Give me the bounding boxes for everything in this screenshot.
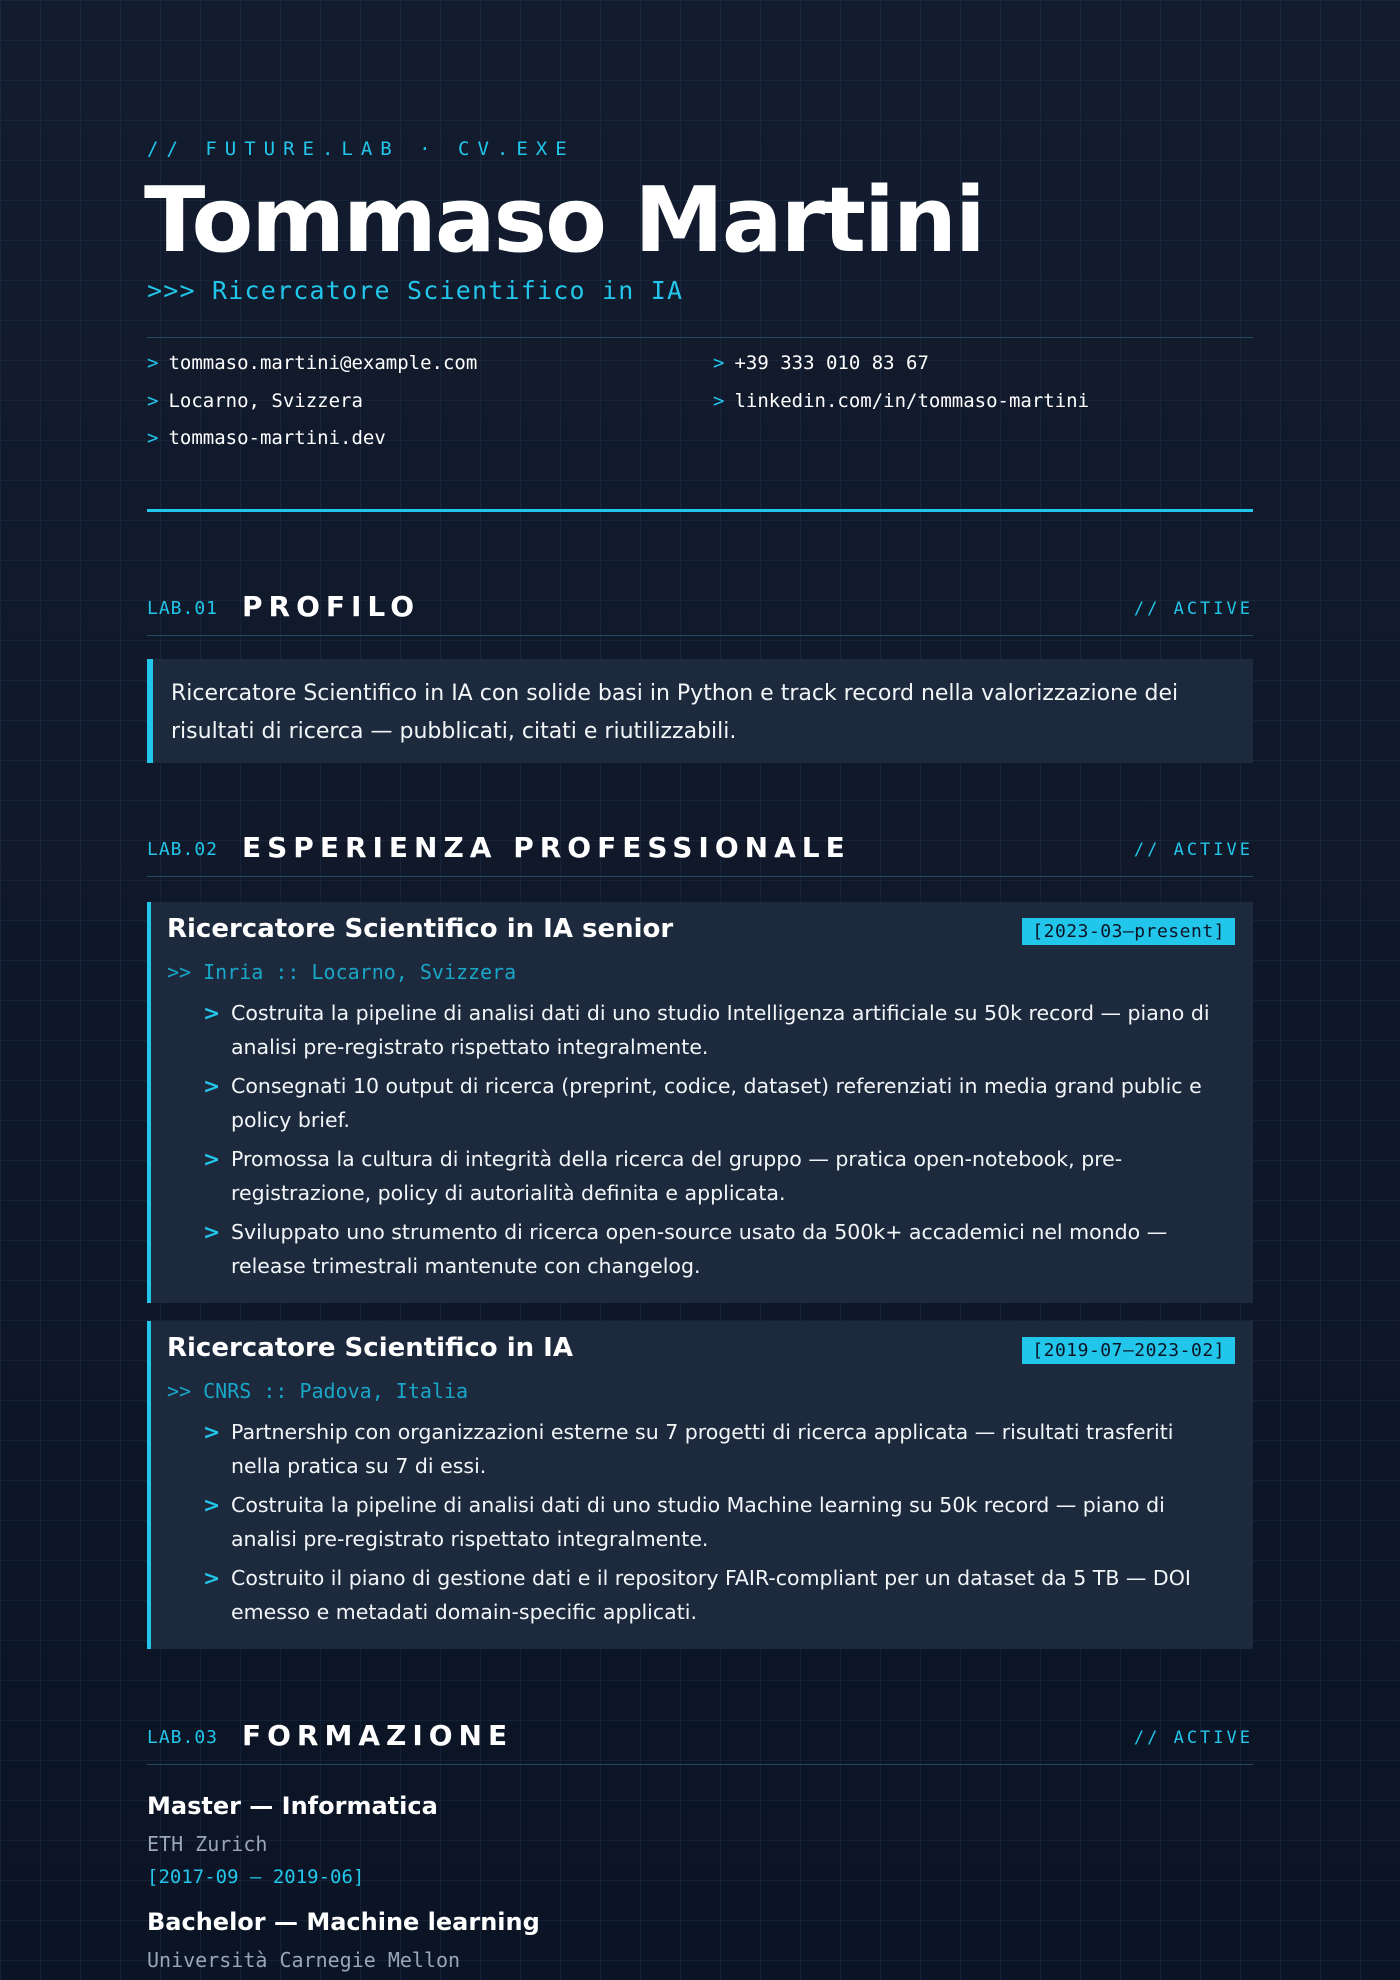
contact-location [147, 390, 363, 412]
job-bullets [203, 996, 1225, 1288]
linkedin-text: linkedin.com/in/tommaso-martini [734, 390, 1090, 412]
chevron-right-icon: > [203, 1493, 221, 1517]
section-status: // ACTIVE [1133, 840, 1253, 860]
section-title: PROFILO [242, 590, 421, 623]
bullet-text: Promossa la cultura di integrità della ricerca del gruppo — pratica open-notebook, pre-registrazione, policy di autorialità definita e applicata. [231, 1147, 1123, 1205]
email-text: tommaso.martini@example.com [168, 352, 478, 374]
section-code: LAB.01 [147, 598, 219, 619]
list-item [203, 1415, 1225, 1483]
chevron-right-icon: > [203, 1566, 221, 1590]
list-item [203, 996, 1225, 1064]
chevron-right-icon: > [203, 1074, 221, 1098]
chevron-right-icon: > [147, 427, 159, 449]
contact-email[interactable] [147, 352, 477, 374]
bullet-text: Costruita la pipeline di analisi dati di uno studio Intelligenza artificiale su 50k record — piano di analisi pre-registrato rispettato integralmente. [231, 1001, 1210, 1059]
education-school: Università Carnegie Mellon [147, 1948, 461, 1972]
chevron-right-icon: > [203, 1147, 221, 1171]
section-code: LAB.03 [147, 1727, 219, 1748]
education-degree: Master — Informatica [147, 1792, 438, 1820]
job-organization: >> Inria :: Locarno, Svizzera [167, 960, 517, 984]
job-bullets [203, 1415, 1225, 1634]
location-text: Locarno, Svizzera [168, 390, 363, 412]
person-name: Tommaso Martini [144, 168, 984, 273]
list-item [203, 1488, 1225, 1556]
education-degree: Bachelor — Machine learning [147, 1908, 540, 1936]
education-school: ETH Zurich [147, 1832, 268, 1856]
contact-linkedin[interactable] [713, 390, 1089, 412]
chevron-right-icon: > [147, 352, 159, 374]
chevron-right-icon: > [203, 1001, 221, 1025]
chevron-right-icon: > [203, 1220, 221, 1244]
bullet-text: Sviluppato uno strumento di ricerca open-source usato da 500k+ accademici nel mondo — release trimestrali mantenute con changelog. [231, 1220, 1168, 1278]
chevron-right-icon: > [147, 390, 159, 412]
bullet-text: Partnership con organizzazioni esterne su 7 progetti di ricerca applicata — risultati trasferiti nella pratica su 7 di essi. [231, 1420, 1174, 1478]
contact-phone[interactable] [713, 352, 929, 374]
section-divider [147, 1764, 1253, 1765]
role-title: >>> Ricercatore Scientifico in IA [147, 276, 684, 305]
bullet-text: Costruito il piano di gestione dati e il repository FAIR-compliant per un dataset da 5 TB — DOI emesso e metadati domain-specific applicati. [231, 1566, 1191, 1624]
contact-website[interactable] [147, 427, 386, 449]
section-header-profile [147, 590, 1253, 636]
website-text: tommaso-martini.dev [168, 427, 386, 449]
phone-text: +39 333 010 83 67 [734, 352, 929, 374]
section-title: ESPERIENZA PROFESSIONALE [242, 831, 851, 864]
job-entry [147, 1321, 1253, 1649]
chevron-right-icon: > [713, 352, 725, 374]
section-title: FORMAZIONE [242, 1719, 514, 1752]
section-divider [147, 876, 1253, 877]
section-header-experience [147, 831, 1253, 877]
job-organization: >> CNRS :: Padova, Italia [167, 1379, 469, 1403]
bullet-text: Consegnati 10 output di ricerca (preprint, codice, dataset) referenziati in media grand public e policy brief. [231, 1074, 1202, 1132]
section-header-education [147, 1719, 1253, 1765]
section-status: // ACTIVE [1133, 599, 1253, 619]
job-title: Ricercatore Scientifico in IA [167, 1333, 573, 1363]
job-date-badge: [2023-03–present] [1022, 918, 1235, 945]
tagline: // FUTURE.LAB · CV.EXE [147, 138, 575, 160]
job-entry [147, 902, 1253, 1303]
section-divider [147, 635, 1253, 636]
list-item [203, 1561, 1225, 1629]
bullet-text: Costruita la pipeline di analisi dati di uno studio Machine learning su 50k record — piano di analisi pre-registrato rispettato integralmente. [231, 1493, 1165, 1551]
section-status: // ACTIVE [1133, 1728, 1253, 1748]
profile-summary: Ricercatore Scientifico in IA con solide basi in Python e track record nella valorizzazione dei risultati di ricerca — pubblicati, citati e riutilizzabili. [147, 659, 1253, 763]
header-divider [147, 337, 1253, 338]
job-title: Ricercatore Scientifico in IA senior [167, 914, 674, 944]
list-item [203, 1215, 1225, 1283]
header-accent-rule [147, 509, 1253, 512]
list-item [203, 1142, 1225, 1210]
list-item [203, 1069, 1225, 1137]
education-date: [2017-09 – 2019-06] [147, 1866, 365, 1888]
chevron-right-icon: > [203, 1420, 221, 1444]
section-code: LAB.02 [147, 839, 219, 860]
chevron-right-icon: > [713, 390, 725, 412]
job-date-badge: [2019-07–2023-02] [1022, 1337, 1235, 1364]
